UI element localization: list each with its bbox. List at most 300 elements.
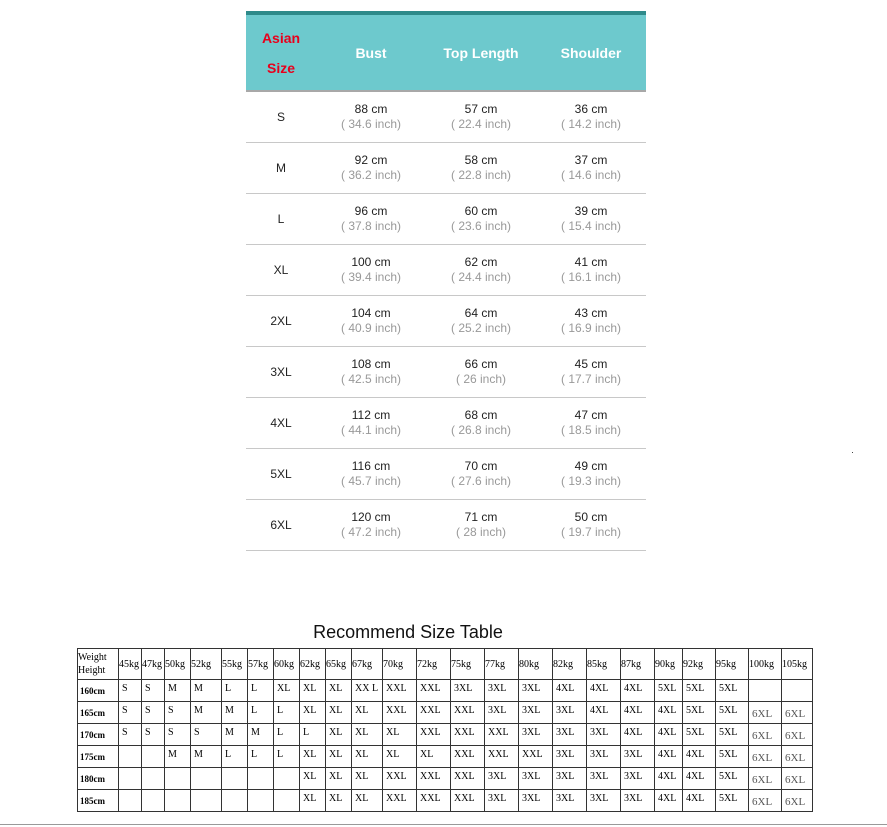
size-cell	[248, 724, 274, 746]
size-cell-value: XXL	[420, 771, 441, 782]
size-cell-value	[222, 790, 247, 793]
size-label: 2XL	[270, 314, 292, 328]
size-cell-value	[248, 790, 273, 793]
size-cell-value: 3XL	[624, 793, 643, 804]
size-cell	[142, 680, 165, 702]
bust-inch: ( 37.8 inch)	[340, 219, 402, 233]
size-cell-value: M	[251, 727, 260, 738]
size-cell	[519, 702, 553, 724]
weight-header: 67kg	[352, 649, 383, 680]
size-cell-value: 4XL	[556, 683, 575, 694]
size-cell	[119, 790, 142, 812]
size-cell-value	[119, 746, 141, 749]
size-cell	[749, 680, 782, 702]
weight-header: 95kg	[716, 649, 749, 680]
size-cell	[451, 746, 485, 768]
size-cell-value: 6XL	[752, 774, 773, 786]
shoulder-inch: ( 19.3 inch)	[560, 474, 622, 488]
shoulder-inch: ( 14.2 inch)	[560, 117, 622, 131]
height-label: 165cm	[78, 702, 119, 724]
size-cell-value: M	[194, 683, 203, 694]
size-cell	[352, 702, 383, 724]
size-label: 3XL	[270, 365, 292, 379]
top-length-inch: ( 25.2 inch)	[450, 321, 512, 335]
top-length-inch: ( 23.6 inch)	[450, 219, 512, 233]
top-length-cm: 66 cm	[464, 357, 498, 371]
size-label: 6XL	[270, 518, 292, 532]
size-cell	[248, 768, 274, 790]
size-row	[246, 92, 646, 143]
recommend-size-table	[77, 648, 813, 812]
weight-header: 50kg	[165, 649, 191, 680]
corner-weight: Weight	[78, 652, 107, 663]
bust-cell	[316, 245, 426, 295]
size-cell-value: 4XL	[590, 705, 609, 716]
size-cell	[352, 790, 383, 812]
size-cell-value	[119, 790, 141, 793]
bust-cm: 116 cm	[351, 459, 391, 473]
shoulder-cm: 37 cm	[574, 153, 608, 167]
size-cell	[222, 746, 248, 768]
size-cell-value: XXL	[454, 727, 475, 738]
size-cell-value: L	[225, 683, 232, 694]
size-cell-value: S	[168, 727, 174, 738]
size-cell	[352, 746, 383, 768]
shoulder-inch: ( 18.5 inch)	[560, 423, 622, 437]
size-cell-value: 4XL	[686, 793, 705, 804]
height-label: 160cm	[78, 680, 119, 702]
size-cell-value: 5XL	[686, 705, 705, 716]
size-cell-value	[119, 768, 141, 771]
size-cell	[274, 724, 300, 746]
size-cell	[326, 702, 352, 724]
size-cell-value: 3XL	[488, 771, 507, 782]
size-cell-value	[222, 768, 247, 771]
size-cell-value: 3XL	[488, 705, 507, 716]
size-cell	[519, 680, 553, 702]
size-cell	[621, 790, 655, 812]
size-cell-value: 6XL	[785, 730, 806, 742]
size-cell	[222, 790, 248, 812]
top-length-cell	[426, 296, 536, 346]
size-cell	[587, 746, 621, 768]
size-cell	[749, 746, 782, 768]
weight-header: 77kg	[485, 649, 519, 680]
size-cell-value: 3XL	[522, 727, 541, 738]
size-cell	[485, 702, 519, 724]
size-cell	[165, 702, 191, 724]
shoulder-cell	[536, 500, 646, 550]
size-cell	[119, 680, 142, 702]
size-cell	[749, 768, 782, 790]
recommend-row	[78, 702, 813, 724]
bust-cell	[316, 398, 426, 448]
top-length-cm: 68 cm	[464, 408, 498, 422]
size-cell-value: L	[225, 749, 232, 760]
size-cell	[383, 702, 417, 724]
size-cell	[222, 680, 248, 702]
size-cell-value: 5XL	[719, 683, 738, 694]
size-cell-value: 6XL	[752, 796, 773, 808]
size-cell	[417, 746, 451, 768]
size-cell-value: XL	[303, 771, 317, 782]
size-label: S	[276, 110, 285, 124]
size-cell	[519, 724, 553, 746]
top-length-inch: ( 26.8 inch)	[450, 423, 512, 437]
shoulder-cm: 47 cm	[574, 408, 608, 422]
size-cell	[274, 680, 300, 702]
corner-height: Height	[78, 665, 106, 676]
size-cell	[165, 724, 191, 746]
size-cell	[782, 724, 813, 746]
size-cell-value: 4XL	[624, 727, 643, 738]
size-cell-value: XXL	[420, 727, 441, 738]
size-cell-value: XL	[329, 749, 343, 760]
size-cell	[119, 702, 142, 724]
size-cell	[683, 680, 716, 702]
size-label: 5XL	[270, 467, 292, 481]
size-cell-value: 5XL	[686, 727, 705, 738]
top-length-cell	[426, 92, 536, 142]
shoulder-cell	[536, 143, 646, 193]
weight-header: 90kg	[655, 649, 683, 680]
size-cell	[165, 746, 191, 768]
size-cell-value: 3XL	[590, 727, 609, 738]
top-length-inch: ( 22.8 inch)	[450, 168, 512, 182]
size-cell-value: 3XL	[556, 705, 575, 716]
bust-inch: ( 34.6 inch)	[340, 117, 402, 131]
size-cell-value: XL	[355, 749, 369, 760]
size-cell	[782, 746, 813, 768]
size-chart-header	[246, 15, 646, 92]
size-cell	[383, 768, 417, 790]
size-cell	[553, 768, 587, 790]
shoulder-cm: 36 cm	[574, 102, 608, 116]
header-shoulder: Shoulder	[560, 44, 622, 61]
bust-cell	[316, 92, 426, 142]
weight-header: 100kg	[749, 649, 782, 680]
size-cell-value: 3XL	[624, 771, 643, 782]
shoulder-cm: 41 cm	[574, 255, 608, 269]
size-cell-value: 4XL	[686, 771, 705, 782]
size-cell-value: XL	[355, 793, 369, 804]
size-cell-value: 3XL	[522, 793, 541, 804]
top-length-cm: 58 cm	[464, 153, 498, 167]
size-cell-value: 3XL	[556, 749, 575, 760]
size-cell	[300, 680, 326, 702]
bust-cm: 104 cm	[351, 306, 391, 320]
size-chart-body	[246, 92, 646, 551]
weight-header: 45kg	[119, 649, 142, 680]
size-cell	[485, 680, 519, 702]
size-cell-value: S	[122, 727, 128, 738]
size-cell	[417, 680, 451, 702]
size-cell-value: XXL	[386, 683, 407, 694]
top-length-inch: ( 27.6 inch)	[450, 474, 512, 488]
weight-header: 47kg	[142, 649, 165, 680]
weight-header: 82kg	[553, 649, 587, 680]
size-cell	[383, 724, 417, 746]
size-cell	[383, 790, 417, 812]
weight-header: 85kg	[587, 649, 621, 680]
bust-cm: 112 cm	[351, 408, 391, 422]
size-cell	[300, 702, 326, 724]
size-cell-value	[274, 768, 299, 771]
size-cell-value	[142, 746, 164, 749]
size-cell	[716, 724, 749, 746]
size-cell-value: 4XL	[686, 749, 705, 760]
size-cell-value: 5XL	[719, 705, 738, 716]
weight-header: 62kg	[300, 649, 326, 680]
size-cell-value: 5XL	[719, 749, 738, 760]
size-cell	[383, 680, 417, 702]
size-cell	[191, 768, 222, 790]
size-cell-value: M	[225, 705, 234, 716]
size-cell-value: 6XL	[785, 708, 806, 720]
size-cell	[451, 724, 485, 746]
size-cell	[142, 746, 165, 768]
size-cell	[274, 790, 300, 812]
size-cell-value: XL	[277, 683, 291, 694]
size-cell-value: M	[225, 727, 234, 738]
size-cell-value: XL	[329, 727, 343, 738]
size-cell	[248, 790, 274, 812]
size-cell-value	[191, 790, 221, 793]
size-cell-value: XL	[329, 793, 343, 804]
shoulder-cell	[536, 398, 646, 448]
size-cell-value: 6XL	[785, 774, 806, 786]
size-cell-value	[782, 680, 812, 683]
weight-header: 92kg	[683, 649, 716, 680]
size-cell	[222, 702, 248, 724]
size-cell	[451, 702, 485, 724]
size-cell	[587, 790, 621, 812]
weight-header: 75kg	[451, 649, 485, 680]
top-length-cm: 60 cm	[464, 204, 498, 218]
size-cell-value: 4XL	[658, 727, 677, 738]
bust-inch: ( 39.4 inch)	[340, 270, 402, 284]
size-cell-value: L	[277, 749, 284, 760]
shoulder-cell	[536, 194, 646, 244]
size-cell-value: 6XL	[752, 730, 773, 742]
bust-inch: ( 47.2 inch)	[340, 525, 402, 539]
size-cell-value: 3XL	[488, 793, 507, 804]
size-cell	[519, 746, 553, 768]
size-cell	[142, 790, 165, 812]
size-cell	[587, 680, 621, 702]
recommend-row	[78, 680, 813, 702]
size-cell-value: XXL	[454, 705, 475, 716]
size-cell-value	[142, 790, 164, 793]
size-cell	[683, 746, 716, 768]
size-cell	[417, 702, 451, 724]
size-cell-value: M	[168, 749, 177, 760]
bust-cm: 100 cm	[351, 255, 391, 269]
shoulder-cell	[536, 296, 646, 346]
shoulder-cm: 39 cm	[574, 204, 608, 218]
header-asian-size-line2: Size	[266, 59, 295, 76]
shoulder-cell	[536, 92, 646, 142]
recommend-row	[78, 768, 813, 790]
bust-inch: ( 42.5 inch)	[340, 372, 402, 386]
size-cell	[749, 702, 782, 724]
size-cell	[274, 746, 300, 768]
recommend-table-title: Recommend Size Table	[313, 622, 503, 642]
size-cell-value: 4XL	[658, 793, 677, 804]
size-cell	[383, 746, 417, 768]
bust-cell	[316, 194, 426, 244]
size-cell-value: 3XL	[590, 793, 609, 804]
top-length-cm: 64 cm	[464, 306, 498, 320]
weight-header: 55kg	[222, 649, 248, 680]
size-cell-value	[165, 768, 190, 771]
size-cell	[417, 790, 451, 812]
bust-cell	[316, 143, 426, 193]
size-cell-value: 4XL	[590, 683, 609, 694]
shoulder-inch: ( 16.9 inch)	[560, 321, 622, 335]
size-cell-value: 6XL	[752, 752, 773, 764]
size-cell	[352, 768, 383, 790]
size-cell-value: 3XL	[556, 793, 575, 804]
size-cell-value: S	[145, 683, 151, 694]
weight-header: 80kg	[519, 649, 553, 680]
size-cell	[716, 746, 749, 768]
size-cell	[782, 680, 813, 702]
size-cell-value: M	[168, 683, 177, 694]
size-cell-value	[191, 768, 221, 771]
size-cell-value: XL	[329, 683, 343, 694]
size-cell	[417, 768, 451, 790]
size-label: L	[277, 212, 285, 226]
size-cell-value: 6XL	[785, 796, 806, 808]
size-cell	[553, 724, 587, 746]
size-cell	[248, 702, 274, 724]
top-length-cell	[426, 143, 536, 193]
height-label: 175cm	[78, 746, 119, 768]
bust-inch: ( 36.2 inch)	[340, 168, 402, 182]
size-cell	[191, 724, 222, 746]
size-cell	[519, 768, 553, 790]
size-cell	[165, 790, 191, 812]
weight-header: 70kg	[383, 649, 417, 680]
size-chart-table	[246, 11, 646, 551]
size-cell-value: M	[194, 705, 203, 716]
shoulder-inch: ( 14.6 inch)	[560, 168, 622, 182]
stray-dot	[852, 452, 853, 453]
size-cell-value: 5XL	[719, 793, 738, 804]
size-cell	[621, 724, 655, 746]
size-cell	[553, 790, 587, 812]
top-length-cell	[426, 398, 536, 448]
size-cell	[248, 680, 274, 702]
bust-cell	[316, 500, 426, 550]
size-cell-value: XL	[355, 727, 369, 738]
header-top-length: Top Length	[443, 44, 519, 61]
size-cell	[274, 768, 300, 790]
size-cell-value: 5XL	[719, 727, 738, 738]
size-cell	[191, 790, 222, 812]
size-cell-value: L	[277, 727, 284, 738]
shoulder-cm: 45 cm	[574, 357, 608, 371]
shoulder-inch: ( 19.7 inch)	[560, 525, 622, 539]
size-cell-value	[142, 768, 164, 771]
size-cell-value: XL	[303, 705, 317, 716]
size-cell-value: S	[194, 727, 200, 738]
size-cell-value: XXL	[522, 749, 543, 760]
size-cell-value: 6XL	[752, 708, 773, 720]
size-cell	[716, 680, 749, 702]
weight-header: 72kg	[417, 649, 451, 680]
size-row	[246, 347, 646, 398]
size-cell-value: XL	[303, 683, 317, 694]
size-cell	[451, 768, 485, 790]
size-cell-value: XL	[329, 705, 343, 716]
weight-header: 87kg	[621, 649, 655, 680]
top-length-inch: ( 26 inch)	[455, 372, 507, 386]
size-cell	[782, 702, 813, 724]
size-cell	[749, 790, 782, 812]
size-cell	[191, 680, 222, 702]
size-cell-value: 5XL	[658, 683, 677, 694]
size-cell-value: XL	[303, 749, 317, 760]
size-cell	[655, 702, 683, 724]
size-row	[246, 398, 646, 449]
size-cell-value: L	[277, 705, 284, 716]
recommend-row	[78, 790, 813, 812]
size-cell-value: 6XL	[785, 752, 806, 764]
recommend-row	[78, 724, 813, 746]
size-cell-value: 4XL	[658, 771, 677, 782]
size-cell	[683, 724, 716, 746]
size-cell-value: XXL	[454, 771, 475, 782]
size-cell-value: M	[194, 749, 203, 760]
weight-height-corner	[78, 649, 119, 680]
size-cell	[300, 768, 326, 790]
size-cell	[716, 768, 749, 790]
top-length-inch: ( 24.4 inch)	[450, 270, 512, 284]
shoulder-inch: ( 15.4 inch)	[560, 219, 622, 233]
bust-cell	[316, 347, 426, 397]
size-cell-value: XL	[355, 705, 369, 716]
size-cell	[655, 724, 683, 746]
size-cell	[165, 768, 191, 790]
bust-cell	[316, 449, 426, 499]
size-cell-value: XXL	[386, 771, 407, 782]
size-cell	[485, 768, 519, 790]
size-cell	[621, 768, 655, 790]
size-cell	[485, 746, 519, 768]
size-cell-value: S	[145, 705, 151, 716]
size-cell	[222, 768, 248, 790]
size-cell-value: 3XL	[556, 727, 575, 738]
size-cell-value	[274, 790, 299, 793]
header-asian-size	[246, 15, 316, 90]
bottom-divider	[0, 824, 887, 825]
size-cell-value: L	[303, 727, 310, 738]
weight-header: 65kg	[326, 649, 352, 680]
size-cell	[519, 790, 553, 812]
shoulder-cell	[536, 449, 646, 499]
size-cell	[352, 724, 383, 746]
size-cell	[485, 790, 519, 812]
size-cell	[326, 790, 352, 812]
size-cell	[655, 746, 683, 768]
size-cell	[655, 680, 683, 702]
weight-header: 105kg	[782, 649, 813, 680]
size-label: 4XL	[270, 416, 292, 430]
size-cell-value: 3XL	[590, 771, 609, 782]
size-cell	[587, 724, 621, 746]
